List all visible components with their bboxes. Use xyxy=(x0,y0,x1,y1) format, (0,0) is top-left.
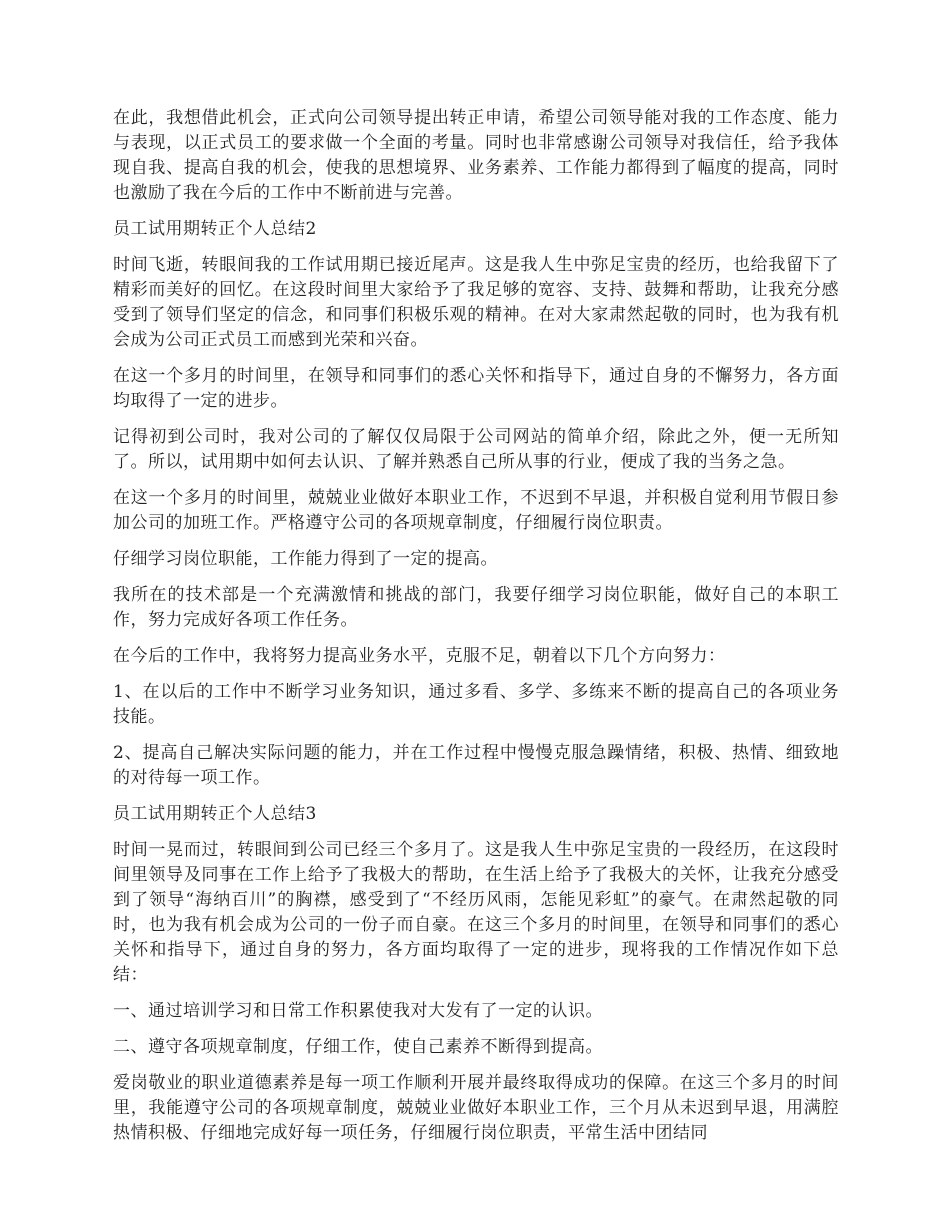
paragraph-time-flies: 时间飞逝，转眼间我的工作试用期已接近尾声。这是我人生中弥足宝贵的经历，也给我留下了精彩而美好的回忆。在这段时间里大家给予了我足够的宽容、支持、鼓舞和帮助，让我充分感受到了领导们坚定的信念，和同事们积极乐观的精神。在对大家肃然起敬的同时，也为我有机会成为公司正式员工而感到光荣和兴奋。 xyxy=(113,255,839,350)
list-item-two: 二、遵守各项规章制度，仔细工作，使自己素养不断得到提高。 xyxy=(113,1037,603,1057)
paragraph-intro: 在此，我想借此机会，正式向公司领导提出转正申请，希望公司领导能对我的工作态度、能力与表现，以正式员工的要求做一个全面的考量。同时也非常感谢公司领导对我信任，给予我体现自我、提高自我的机会，使我的思想境界、业务素养、工作能力都得到了幅度的提高，同时也激励了我在今后的工作中不断前进与完善。 xyxy=(113,108,839,203)
section-heading-3: 员工试用期转正个人总结3 xyxy=(113,804,317,824)
paragraph-progress: 在这一个多月的时间里，在领导和同事们的悉心关怀和指导下，通过自身的不懈努力，各方面均取得了一定的进步。 xyxy=(113,366,839,411)
section-heading-2: 员工试用期转正个人总结2 xyxy=(113,219,317,239)
paragraph-professional-ethics: 爱岗敬业的职业道德素养是每一项工作顺利开展并最终取得成功的保障。在这三个多月的时间里，我能遵守公司的各项规章制度，兢兢业业做好本职业工作，三个月从未迟到早退，用满腔热情积极、仔细地完成好每一项任务，仔细履行岗位职责，平常生活中团结同 xyxy=(113,1073,839,1143)
paragraph-learning: 仔细学习岗位职能，工作能力得到了一定的提高。 xyxy=(113,549,498,569)
list-item-one: 一、通过培训学习和日常工作积累使我对大发有了一定的认识。 xyxy=(113,1001,603,1021)
paragraph-future: 在今后的工作中，我将努力提高业务水平，克服不足，朝着以下几个方向努力： xyxy=(113,646,726,666)
document-page xyxy=(113,106,839,1157)
paragraph-tech-dept: 我所在的技术部是一个充满激情和挑战的部门，我要仔细学习岗位职能，做好自己的本职工作，努力完成好各项工作任务。 xyxy=(113,585,839,630)
list-item-1: 1、在以后的工作中不断学习业务知识，通过多看、多学、多练来不断的提高自己的各项业务技能。 xyxy=(113,682,839,727)
paragraph-first-days: 记得初到公司时，我对公司的了解仅仅局限于公司网站的简单介绍，除此之外，便一无所知了。所以，试用期中如何去认识、了解并熟悉自己所从事的行业，便成了我的当务之急。 xyxy=(113,427,839,472)
paragraph-three-months: 时间一晃而过，转眼间到公司已经三个多月了。这是我人生中弥足宝贵的一段经历，在这段时间里领导及同事在工作上给予了我极大的帮助，在生活上给予了我极大的关怀，让我充分感受到了领导“海纳百川”的胸襟，感受到了“不经历风雨，怎能见彩虹”的豪气。在肃然起敬的同时，也为我有机会成为公司的一份子而自豪。在这三个多月的时间里，在领导和同事们的悉心关怀和指导下，通过自身的努力，各方面均取得了一定的进步，现将我的工作情况作如下总结： xyxy=(113,840,839,985)
paragraph-diligence: 在这一个多月的时间里，兢兢业业做好本职业工作，不迟到不早退，并积极自觉利用节假日参加公司的加班工作。严格遵守公司的各项规章制度，仔细履行岗位职责。 xyxy=(113,488,839,533)
list-item-2: 2、提高自己解决实际问题的能力，并在工作过程中慢慢克服急躁情绪，积极、热情、细致地的对待每一项工作。 xyxy=(113,743,839,788)
